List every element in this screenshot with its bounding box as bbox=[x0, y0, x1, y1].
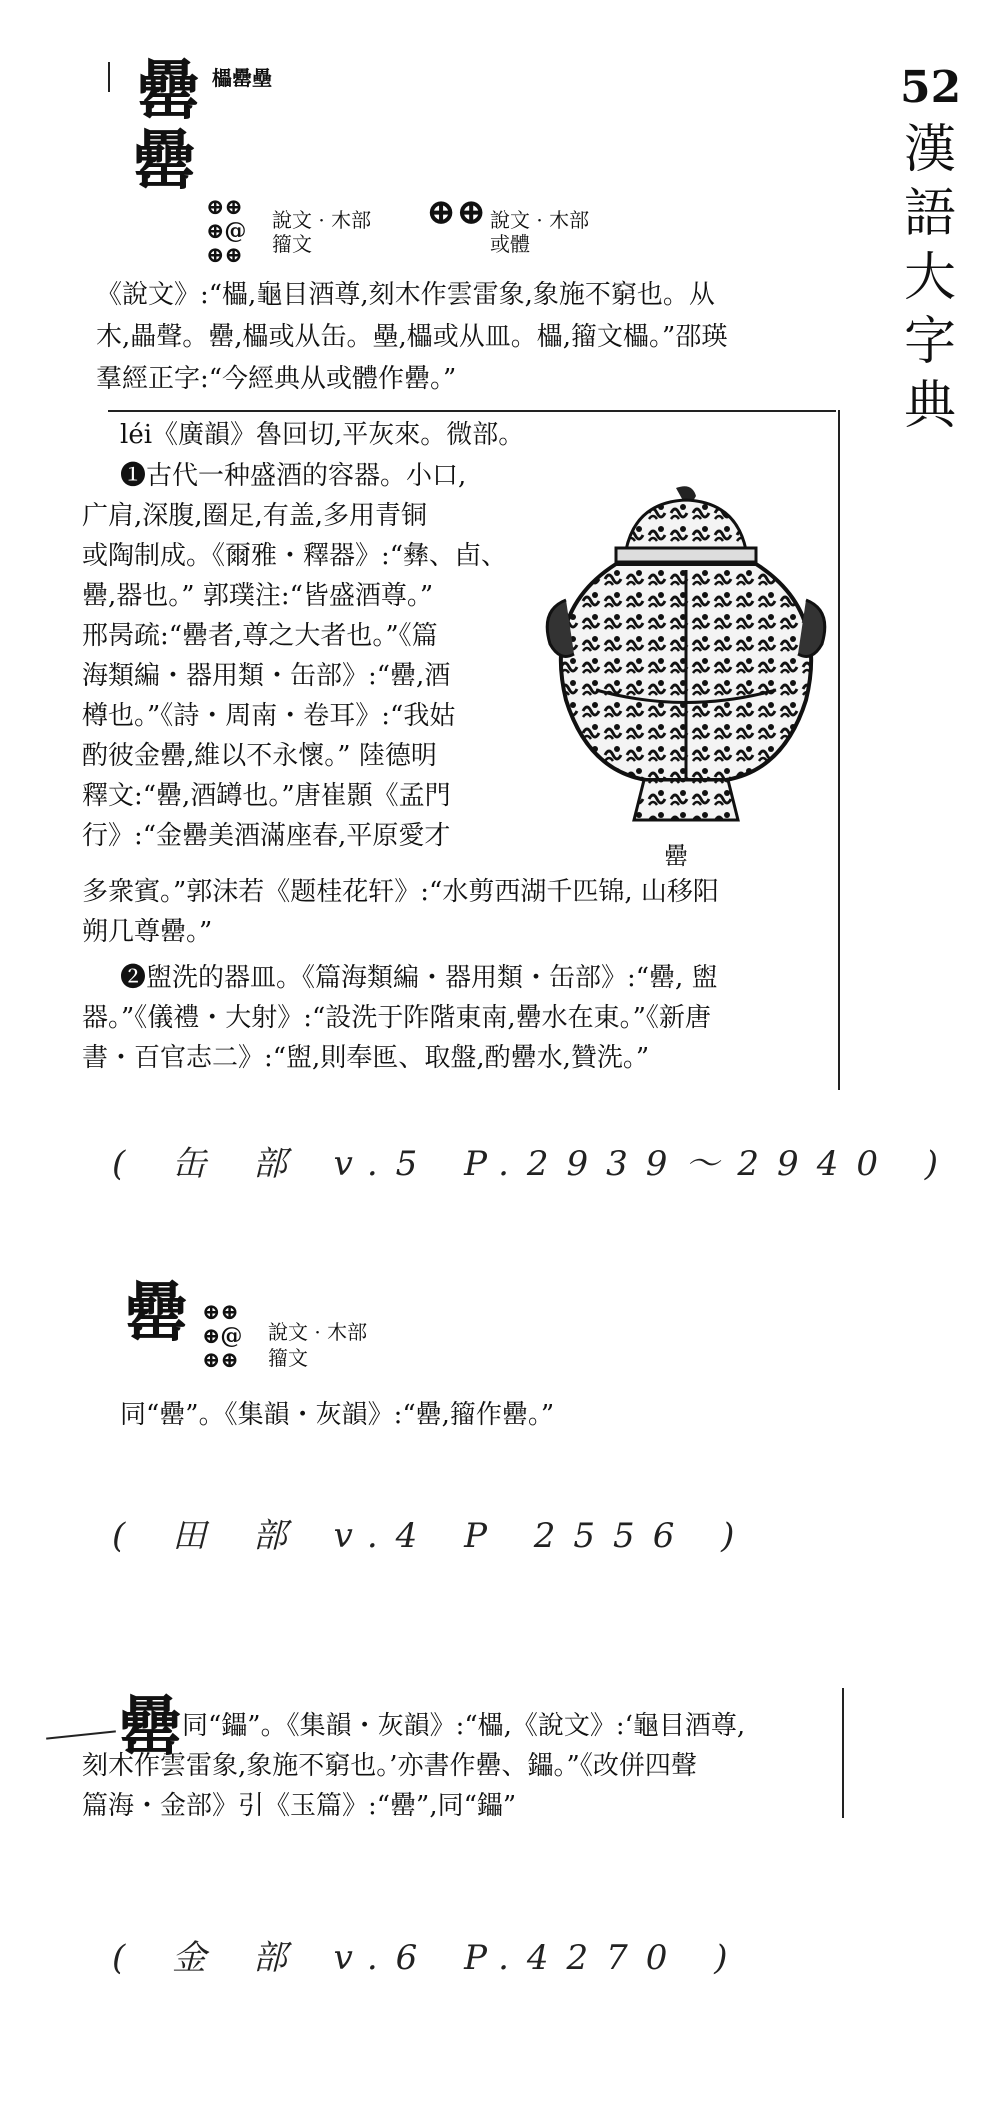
definition-line: 篇海・金部》引《玉篇》:“罍”,同“鑘” bbox=[82, 1791, 517, 1821]
title-char: 大 bbox=[903, 248, 956, 308]
title-char: 漢 bbox=[903, 120, 956, 180]
source-label: 說文 · 木部 bbox=[490, 208, 590, 232]
sense-line: 行》:“金罍美酒滿座春,平原愛才 bbox=[82, 821, 451, 851]
sense-line: ❶古代一种盛酒的容器。小口, bbox=[120, 461, 467, 491]
sense-line: 器。”《儀禮・大射》:“設洗于阼階東南,罍水在東。”《新唐 bbox=[82, 1003, 711, 1033]
definition-line: 刻木作雲雷象,象施不窮也。’亦書作罍、鑘。”《改併四聲 bbox=[82, 1751, 697, 1781]
title-char: 語 bbox=[903, 184, 956, 244]
vase-illustration bbox=[536, 480, 836, 830]
section-rule bbox=[108, 410, 836, 412]
sense-1-continued bbox=[82, 872, 842, 952]
handwritten-reference: ( 金 部 v.6 P.4270 ) bbox=[112, 1938, 746, 1978]
source-label: 說文 · 木部 bbox=[272, 208, 372, 232]
sense-line: ❷盥洗的器皿。《篇海類編・器用類・缶部》:“罍, 盥 bbox=[120, 963, 718, 993]
page-number: 52 bbox=[900, 62, 962, 113]
source-label: 或體 bbox=[490, 232, 530, 256]
seal-script-glyph: ⊕⊕ bbox=[426, 191, 487, 233]
sense-line: 朔几尊罍。” bbox=[82, 917, 213, 947]
sense-2 bbox=[82, 958, 842, 1078]
section-rule-vertical bbox=[842, 1688, 844, 1818]
definition-text: 同“罍”。《集韻・灰韻》:“罍,籀作罍。” bbox=[120, 1400, 555, 1430]
sense-1 bbox=[82, 456, 552, 856]
source-label: 說文 · 木部 bbox=[268, 1320, 368, 1344]
handwritten-reference: ( 田 部 v.4 P 2556 ) bbox=[112, 1516, 753, 1556]
sense-line: 广肩,深腹,圈足,有盖,多用青铜 bbox=[82, 501, 428, 531]
sense-line: 釋文:“罍,酒罇也。”唐崔顥《孟門 bbox=[82, 781, 451, 811]
etymology-text: 《說文》:“櫑,龜目酒尊,刻木作雲雷象,象施不窮也。从 木,畾聲。罍,櫑或从缶。壘,櫑或从皿。櫑,籀文櫑。”邵瑛 羣經正字:“今經典从或體作罍。” bbox=[96, 280, 728, 394]
sense-line: 邢昺疏:“罍者,尊之大者也。”《篇 bbox=[82, 621, 438, 651]
seal-script-glyph: ⊕⊕ ⊕@ ⊕⊕ bbox=[206, 194, 247, 268]
definition-text bbox=[82, 1706, 842, 1826]
title-char: 字 bbox=[903, 312, 956, 372]
source-label: 籀文 bbox=[272, 232, 312, 256]
head-character: 罍 bbox=[124, 1276, 188, 1351]
sense-line: 海類編・器用類・缶部》:“罍,酒 bbox=[82, 661, 451, 691]
head-character: 罍 bbox=[136, 54, 200, 129]
definition-line: 同“鑘”。《集韻・灰韻》:“櫑,《說文》:‘龜目酒尊, bbox=[182, 1711, 746, 1741]
seal-script-glyph: ⊕⊕ ⊕@ ⊕⊕ bbox=[202, 1299, 243, 1373]
sense-line: 罍,器也。” 郭璞注:“皆盛酒尊。” bbox=[82, 581, 434, 611]
title-char: 典 bbox=[903, 376, 956, 436]
sense-line: 書・百官志二》:“盥,則奉匜、取盤,酌罍水,贊洗。” bbox=[82, 1043, 650, 1073]
sense-line: 多衆賓。”郭沫若《题桂花轩》:“水剪西湖千匹锦, 山移阳 bbox=[82, 877, 719, 907]
head-character: 罍 bbox=[132, 124, 196, 199]
illustration-caption: 罍 bbox=[664, 842, 688, 870]
dictionary-title bbox=[900, 118, 960, 438]
bronze-lei-vessel-image bbox=[536, 480, 836, 830]
pronunciation: léi《廣韻》魯回切,平灰來。微部。 bbox=[120, 420, 525, 450]
margin-mark bbox=[108, 62, 110, 92]
sense-line: 酌彼金罍,維以不永懷。” 陸德明 bbox=[82, 741, 437, 771]
variant-forms: 櫑罍壘 bbox=[212, 66, 272, 90]
source-label: 籀文 bbox=[268, 1346, 308, 1370]
sense-line: 或陶制成。《爾雅・釋器》:“彝、卣、 bbox=[82, 541, 508, 571]
head-character: 罍 bbox=[118, 1690, 182, 1765]
handwritten-reference: ( 缶 部 v.5 P.2939～2940 ) bbox=[112, 1144, 957, 1184]
sense-line: 樽也。”《詩・周南・卷耳》:“我姑 bbox=[82, 701, 456, 731]
